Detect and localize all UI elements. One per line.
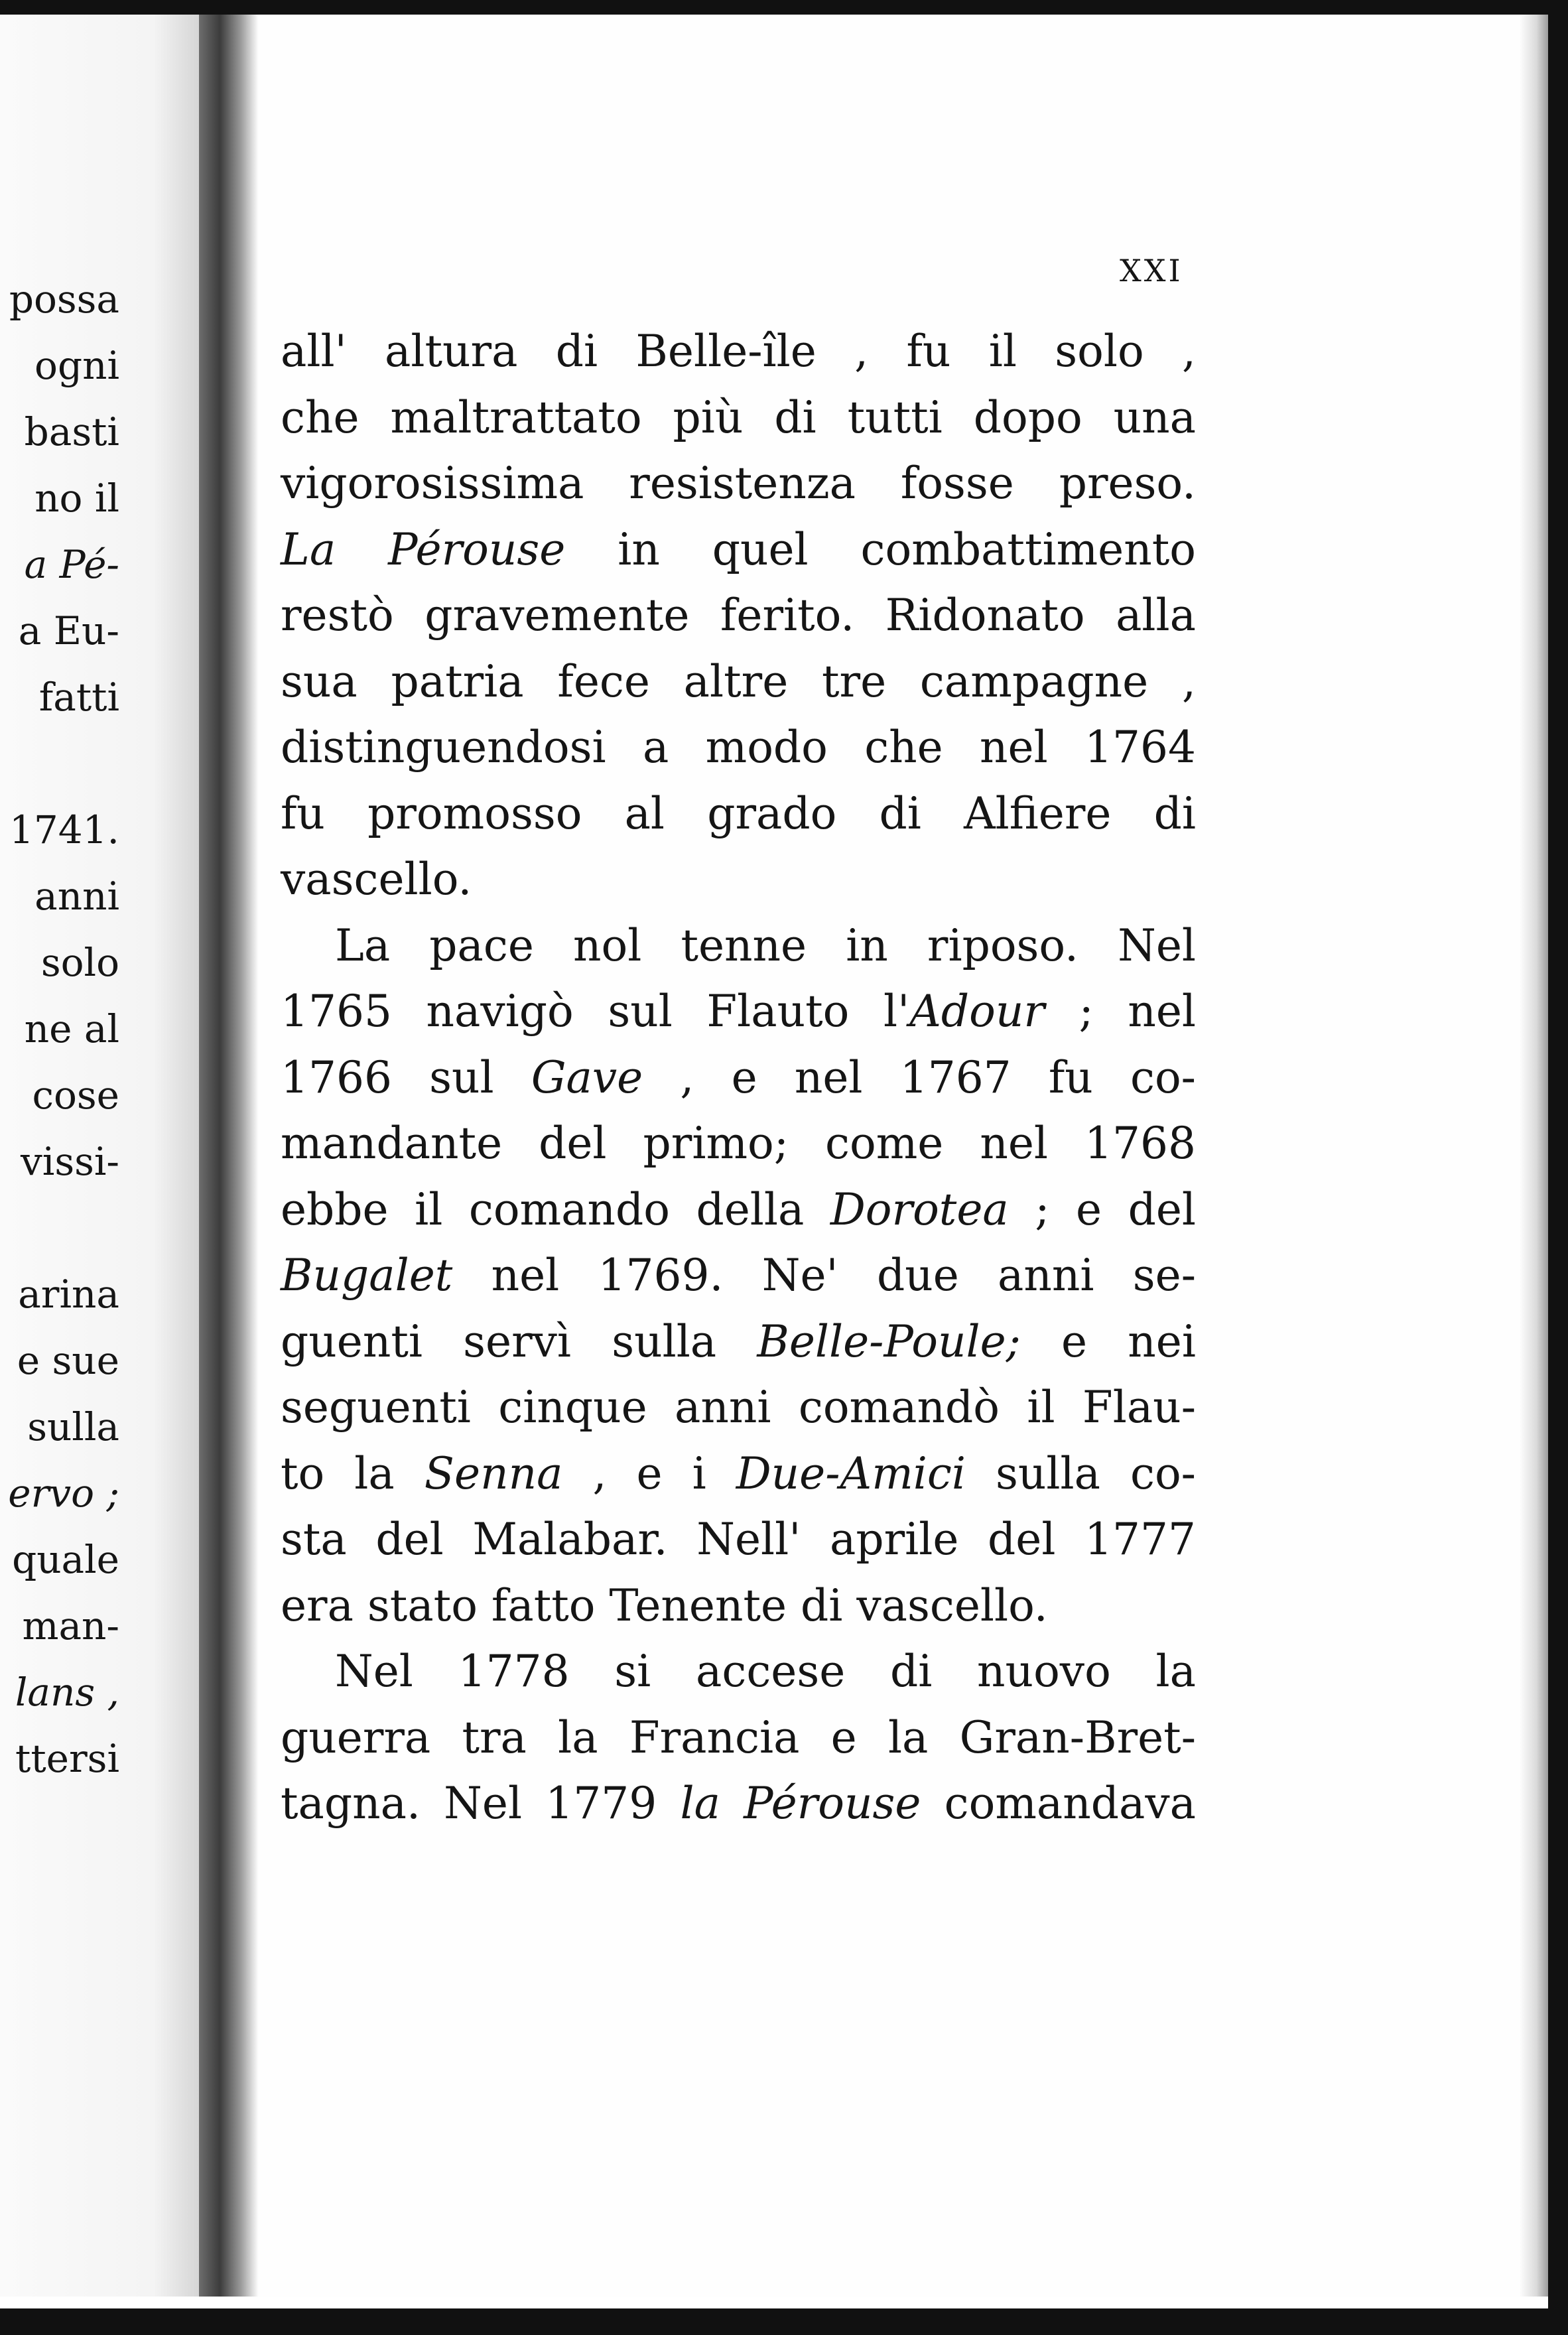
page-number: XXI [1120, 253, 1183, 289]
text-line [281, 1242, 1196, 1309]
text-line [281, 1441, 1196, 1507]
left-page-line: quale [12, 1537, 119, 1582]
left-page-line: no il [34, 476, 119, 521]
left-page-line: 1741. [9, 807, 119, 852]
left-page-line: vissi- [21, 1139, 119, 1184]
text-segment: comandava [921, 1778, 1196, 1829]
text-segment: ; e del [1008, 1183, 1196, 1235]
text-segment: , e nel 1767 fu co- [643, 1051, 1196, 1103]
left-page-line: sulla [27, 1404, 119, 1449]
text-segment: sua patria fece altre tre campagne , [281, 655, 1196, 707]
text-segment: guerra tra la Francia e la Gran-Bret- [281, 1711, 1196, 1763]
text-line [281, 1770, 1196, 1837]
scan-border-bottom [0, 2308, 1568, 2335]
text-line [281, 846, 1196, 913]
text-segment: sulla co- [965, 1447, 1196, 1499]
text-segment: nel 1769. Ne' due anni se- [452, 1250, 1196, 1301]
left-page-line: a Pé- [24, 542, 119, 587]
text-segment: ; nel [1044, 986, 1196, 1037]
text-segment: Nel 1778 si accese di nuovo la [335, 1646, 1196, 1697]
text-line [281, 1045, 1196, 1111]
left-page-line: lans , [15, 1670, 119, 1715]
italic-text: Gave [531, 1051, 643, 1103]
left-page-line: fatti [38, 675, 119, 720]
text-segment: guenti servì sulla [281, 1315, 757, 1367]
left-page-line: arina [18, 1272, 119, 1317]
scan-border-top [0, 0, 1568, 15]
text-segment: 1765 navigò sul Flauto l' [281, 986, 910, 1037]
text-line [281, 714, 1196, 781]
italic-text: Senna [424, 1447, 563, 1499]
left-page-line: ogni [34, 343, 119, 388]
text-line [281, 1573, 1196, 1639]
text-line [281, 1309, 1196, 1375]
body-text [281, 318, 1196, 1837]
text-segment: e nei [1020, 1315, 1196, 1367]
text-line [281, 1110, 1196, 1177]
left-page-line: ervo ; [8, 1471, 119, 1516]
left-page-line: a Eu- [18, 608, 119, 653]
left-page-line: anni [34, 874, 119, 919]
text-segment: era stato fatto Tenente di vascello. [281, 1579, 1048, 1631]
text-segment: to la [281, 1447, 425, 1499]
text-segment: all' altura di Belle-île , fu il solo , [281, 326, 1196, 377]
left-facing-page [0, 15, 219, 2297]
text-line [281, 1638, 1196, 1705]
text-line [281, 318, 1196, 385]
italic-text: Belle-Poule; [757, 1315, 1021, 1367]
italic-text: Dorotea [830, 1183, 1009, 1235]
left-page-line: man- [22, 1603, 119, 1648]
text-segment: , e i [562, 1447, 736, 1499]
text-segment: ebbe il comando della [281, 1183, 830, 1235]
text-line [281, 582, 1196, 649]
page-edge [1519, 15, 1548, 2297]
text-line [281, 1506, 1196, 1573]
text-line [281, 385, 1196, 451]
text-segment: La pace nol tenne in riposo. Nel [335, 919, 1196, 971]
text-segment: vigorosissima resistenza fosse preso. [281, 458, 1196, 509]
text-segment: 1766 sul [281, 1051, 531, 1103]
text-segment: mandante del primo; come nel 1768 [281, 1118, 1196, 1169]
scan-border-right [1548, 0, 1568, 2335]
left-page-line: ne al [24, 1006, 119, 1051]
text-segment: fu promosso al grado di Alfiere di [281, 787, 1196, 839]
text-segment: che maltrattato più di tutti dopo una [281, 391, 1196, 443]
text-segment: seguenti cinque anni comandò il Flau- [281, 1382, 1196, 1433]
italic-text: La Pérouse [281, 523, 566, 575]
italic-text: la Pérouse [680, 1778, 921, 1829]
text-line [281, 450, 1196, 517]
book-gutter [199, 15, 259, 2297]
text-line [281, 1374, 1196, 1441]
text-segment: sta del Malabar. Nell' aprile del 1777 [281, 1514, 1196, 1565]
text-segment: tagna. Nel 1779 [281, 1778, 681, 1829]
left-page-line: cose [32, 1073, 119, 1118]
italic-text: Bugalet [281, 1250, 453, 1301]
text-segment: vascello. [281, 854, 472, 905]
text-line [281, 517, 1196, 583]
left-page-line: e sue [17, 1338, 119, 1383]
left-page-line: ttersi [15, 1736, 119, 1781]
left-page-line: possa [9, 277, 119, 322]
text-segment: distinguendosi a modo che nel 1764 [281, 722, 1196, 773]
text-segment: in quel combattimento [565, 523, 1196, 575]
left-page-line: solo [40, 940, 119, 985]
italic-text: Adour [909, 986, 1045, 1037]
text-line [281, 649, 1196, 715]
text-line [281, 913, 1196, 979]
text-segment: restò gravemente ferito. Ridonato alla [281, 590, 1196, 641]
text-line [281, 781, 1196, 847]
text-line [281, 1177, 1196, 1243]
italic-text: Due-Amici [736, 1447, 966, 1499]
left-page-line: basti [24, 409, 119, 454]
text-line [281, 1705, 1196, 1771]
text-line [281, 978, 1196, 1045]
